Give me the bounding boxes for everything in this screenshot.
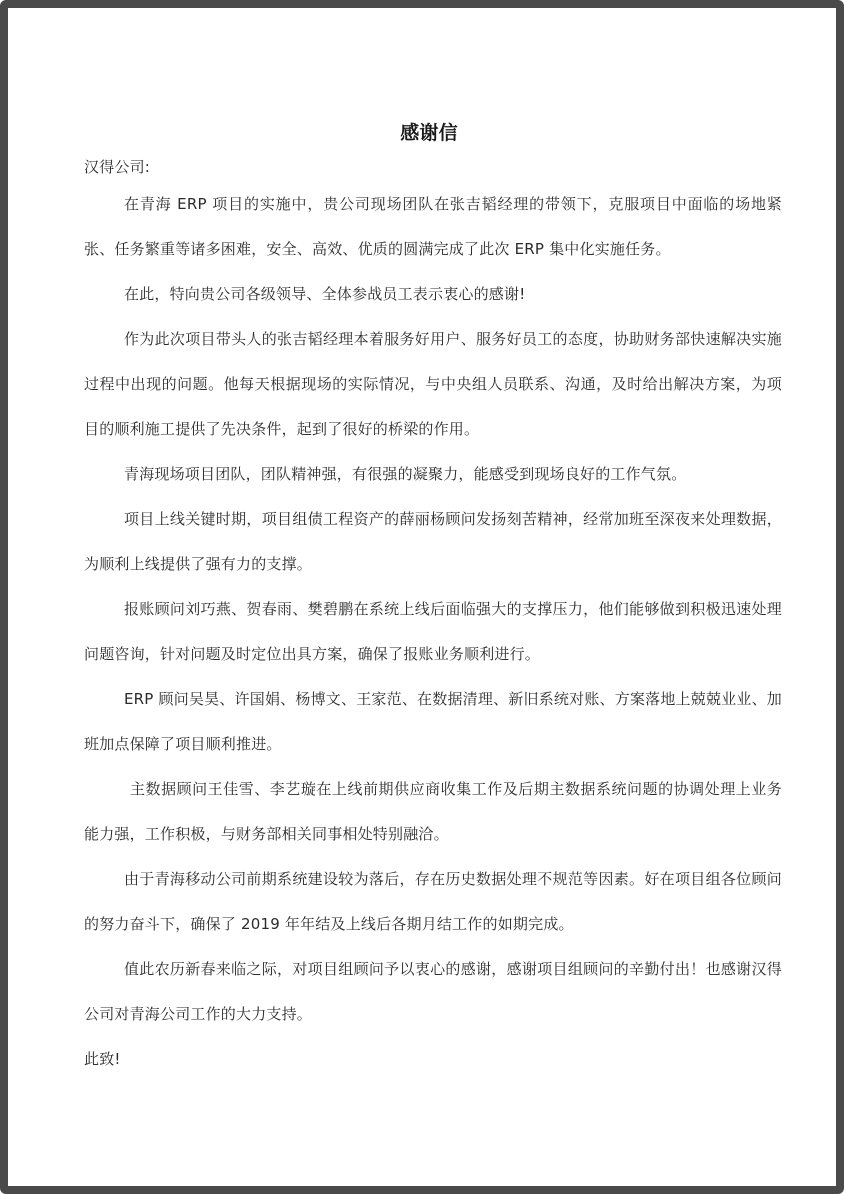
letter-closing: 此致! — [84, 1050, 121, 1068]
paragraph-reimbursement-consultants: 报账顾问刘巧燕、贺春雨、樊碧鹏在系统上线后面临强大的支撑压力，他们能够做到积极迅速处理问题咨询，针对问题及时定位出具方案，确保了报账业务顺利进行。 — [84, 600, 782, 663]
paragraph-team-spirit: 青海现场项目团队，团队精神强，有很强的凝聚力，能感受到现场良好的工作气氛。 — [124, 465, 687, 483]
paragraph-master-data-consultants: 主数据顾问王佳雪、李艺璇在上线前期供应商收集工作及后期主数据系统问题的协调处理上业务能力强，工作积极，与财务部相关同事相处特别融洽。 — [84, 780, 782, 843]
letter-title: 感谢信 — [400, 122, 458, 144]
paragraph-asset-consultant: 项目上线关键时期，项目组债工程资产的薛丽杨顾问发扬刻苦精神，经常加班至深夜来处理数据，为顺利上线提供了强有力的支撑。 — [84, 510, 782, 573]
paragraph-gratitude: 在此，特向贵公司各级领导、全体参战员工表示衷心的感谢! — [124, 285, 526, 303]
paragraph-legacy-systems: 由于青海移动公司前期系统建设较为落后，存在历史数据处理不规范等因素。好在项目组各位顾问的努力奋斗下，确保了 2019 年年结及上线后各期月结工作的如期完成。 — [84, 870, 782, 933]
paragraph-erp-consultants: ERP 顾问吴昊、许国娟、杨博文、王家范、在数据清理、新旧系统对账、方案落地上兢兢业业、加班加点保障了项目顺利推进。 — [84, 690, 782, 753]
paragraph-project-lead: 作为此次项目带头人的张吉韬经理本着服务好用户、服务好员工的态度，协助财务部快速解决实施过程中出现的问题。他每天根据现场的实际情况，与中央组人员联系、沟通，及时给出解决方案，为项目的顺利施工提供了先决条件，起到了很好的桥梁的作用。 — [84, 330, 782, 438]
letter-salutation: 汉得公司: — [84, 158, 151, 176]
paragraph-new-year-thanks: 值此农历新春来临之际，对项目组顾问予以衷心的感谢，感谢项目组顾问的辛勤付出！也感谢汉得公司对青海公司工作的大力支持。 — [84, 960, 782, 1023]
paragraph-project-summary: 在青海 ERP 项目的实施中，贵公司现场团队在张吉韬经理的带领下，克服项目中面临的场地紧张、任务繁重等诸多困难，安全、高效、优质的圆满完成了此次 ERP 集中化实施任务。 — [84, 195, 782, 258]
thank-you-letter — [76, 118, 782, 1082]
